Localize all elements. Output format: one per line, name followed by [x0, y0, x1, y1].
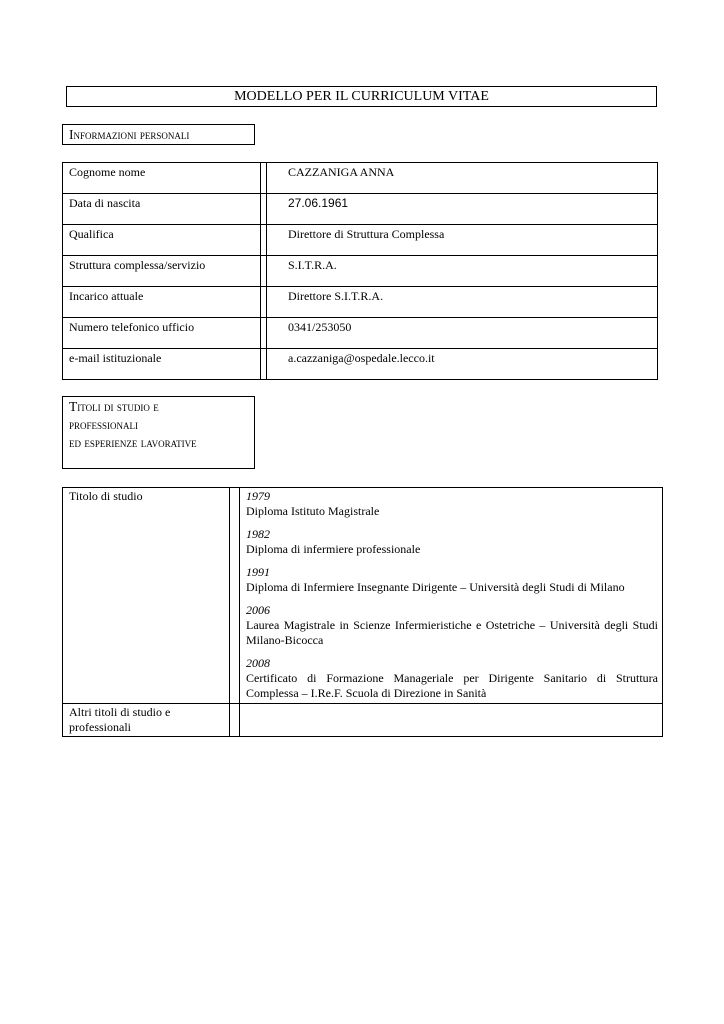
field-label: Numero telefonico ufficio	[63, 318, 261, 349]
field-label: Struttura complessa/servizio	[63, 256, 261, 287]
field-value-name: CAZZANIGA ANNA	[267, 163, 658, 194]
personal-info-table	[62, 162, 658, 380]
section-heading-studies: Titoli di studio e professionali ed esperienze lavorative	[62, 396, 255, 469]
field-label: Altri titoli di studio e professionali	[63, 704, 230, 737]
field-label: Titolo di studio	[63, 488, 230, 704]
entry-year: 1979	[246, 489, 270, 503]
field-label: Data di nascita	[63, 194, 261, 225]
page-title: MODELLO PER IL CURRICULUM VITAE	[66, 86, 657, 107]
field-label: e-mail istituzionale	[63, 349, 261, 380]
table-row	[63, 318, 658, 349]
entry-year: 2006	[246, 603, 270, 617]
field-value-qualification: Direttore di Struttura Complessa	[267, 225, 658, 256]
entry-text: Diploma Istituto Magistrale	[246, 504, 380, 518]
entry-text: Diploma di infermiere professionale	[246, 542, 421, 556]
field-value-other-titles	[240, 704, 663, 737]
table-row	[63, 256, 658, 287]
section-heading-personal: Informazioni personali	[62, 124, 255, 145]
field-value-role: Direttore S.I.T.R.A.	[267, 287, 658, 318]
studies-table	[62, 487, 663, 737]
entry-year: 1991	[246, 565, 270, 579]
table-row	[63, 225, 658, 256]
field-value-birthdate: 27.06.1961	[267, 194, 658, 225]
entry-year: 1982	[246, 527, 270, 541]
field-label: Incarico attuale	[63, 287, 261, 318]
field-value-phone: 0341/253050	[267, 318, 658, 349]
field-label: Qualifica	[63, 225, 261, 256]
field-value-structure: S.I.T.R.A.	[267, 256, 658, 287]
list-item	[246, 656, 658, 701]
field-value-email: a.cazzaniga@ospedale.lecco.it	[267, 349, 658, 380]
table-row	[63, 488, 663, 704]
table-row	[63, 349, 658, 380]
table-row	[63, 704, 663, 737]
list-item	[246, 603, 658, 648]
entry-text: Laurea Magistrale in Scienze Infermieristiche e Ostetriche – Università degli Studi Milano-Bicocca	[246, 618, 658, 647]
entry-text: Certificato di Formazione Manageriale per Dirigente Sanitario di Struttura Complessa – I.Re.F. Scuola di Direzione in Sanità	[246, 671, 658, 700]
table-row	[63, 194, 658, 225]
list-item	[246, 489, 658, 519]
entry-year: 2008	[246, 656, 270, 670]
studies-list	[240, 488, 663, 704]
field-label: Cognome nome	[63, 163, 261, 194]
table-row	[63, 163, 658, 194]
list-item	[246, 565, 658, 595]
table-row	[63, 287, 658, 318]
entry-text: Diploma di Infermiere Insegnante Dirigente – Università degli Studi di Milano	[246, 580, 625, 594]
list-item	[246, 527, 658, 557]
